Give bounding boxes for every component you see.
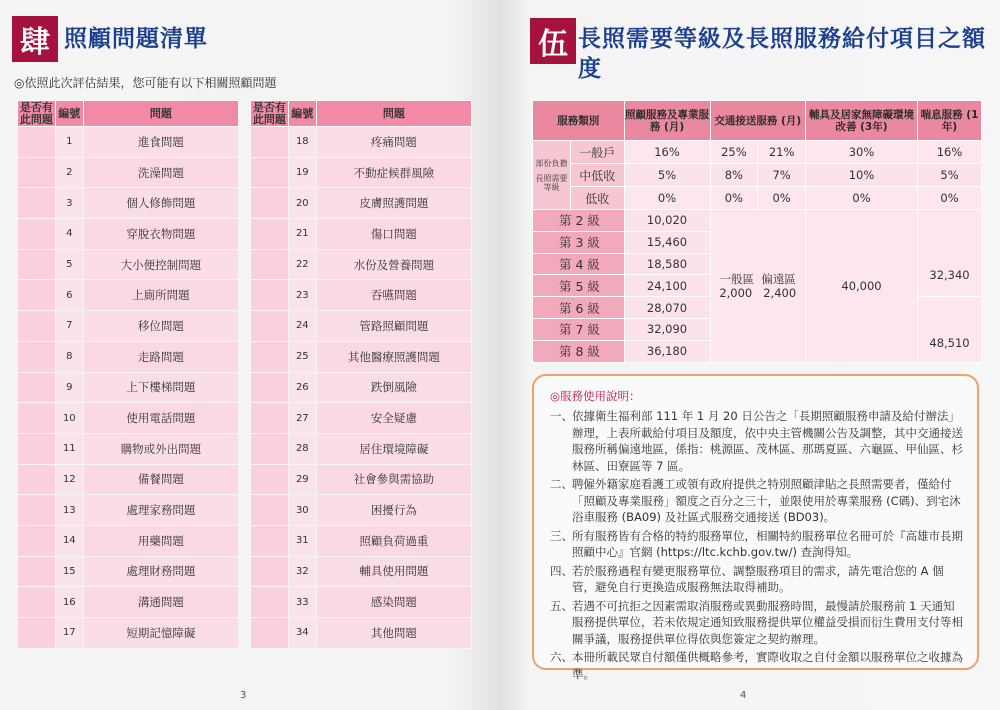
problem-number: 5 bbox=[55, 249, 83, 280]
note-number: 五、 bbox=[550, 598, 573, 613]
note-number: 六、 bbox=[550, 650, 573, 664]
share-trans-a: 8% bbox=[710, 164, 758, 187]
has-problem-checkbox[interactable] bbox=[18, 372, 56, 403]
note-item bbox=[550, 408, 963, 474]
has-problem-checkbox[interactable] bbox=[18, 587, 56, 618]
problem-row bbox=[251, 157, 472, 188]
has-problem-checkbox[interactable] bbox=[18, 249, 56, 280]
problem-name: 購物或外出問題 bbox=[83, 433, 238, 464]
col-service-type: 服務類別 bbox=[533, 101, 625, 141]
problem-number: 2 bbox=[55, 157, 83, 188]
note-text: 若遇不可抗拒之因素需取消服務或異動服務時間，最慢請於服務前 1 天通知服務提供單位，若未依規定通知致服務提供單位權益受損而衍生費用支付等相關爭議，服務提供單位得依與您簽定之契約辦理。 bbox=[572, 598, 963, 646]
problem-number: 17 bbox=[55, 618, 83, 649]
problem-row bbox=[18, 556, 239, 587]
problem-number: 11 bbox=[55, 433, 83, 464]
level-label: 第 4 級 bbox=[533, 253, 625, 275]
share-care: 16% bbox=[624, 141, 710, 164]
chapter-title: 長照需要等級及長照服務給付項目之額度 bbox=[578, 26, 986, 82]
notes-list bbox=[550, 408, 963, 682]
level-care-amount: 18,580 bbox=[624, 253, 710, 275]
problem-number: 7 bbox=[55, 311, 83, 342]
level-care-amount: 15,460 bbox=[624, 231, 710, 253]
has-problem-checkbox[interactable] bbox=[18, 219, 56, 250]
has-problem-checkbox[interactable] bbox=[18, 464, 56, 495]
has-problem-checkbox[interactable] bbox=[251, 219, 289, 250]
level-label: 第 3 級 bbox=[533, 231, 625, 253]
problem-row bbox=[18, 525, 239, 556]
problem-number: 20 bbox=[288, 188, 316, 219]
problem-number: 10 bbox=[55, 403, 83, 434]
problem-row bbox=[18, 495, 239, 526]
has-problem-checkbox[interactable] bbox=[251, 495, 289, 526]
problem-row bbox=[251, 556, 472, 587]
problem-row bbox=[18, 249, 239, 280]
problem-number: 34 bbox=[288, 618, 316, 649]
note-number: 二、 bbox=[550, 477, 573, 491]
has-problem-checkbox[interactable] bbox=[18, 556, 56, 587]
col-problem: 問題 bbox=[83, 101, 238, 127]
has-problem-checkbox[interactable] bbox=[251, 464, 289, 495]
has-problem-checkbox[interactable] bbox=[18, 311, 56, 342]
problem-name: 移位問題 bbox=[83, 311, 238, 342]
problem-number: 23 bbox=[288, 280, 316, 311]
chapter-title: 照顧問題清單 bbox=[64, 26, 208, 52]
problem-row bbox=[251, 587, 472, 618]
has-problem-checkbox[interactable] bbox=[251, 157, 289, 188]
problem-row bbox=[18, 403, 239, 434]
problem-name: 處理財務問題 bbox=[83, 556, 238, 587]
has-problem-checkbox[interactable] bbox=[18, 188, 56, 219]
problem-name: 安全疑慮 bbox=[316, 403, 471, 434]
has-problem-checkbox[interactable] bbox=[18, 525, 56, 556]
has-problem-checkbox[interactable] bbox=[251, 249, 289, 280]
problem-row bbox=[251, 341, 472, 372]
problem-number: 8 bbox=[55, 341, 83, 372]
problem-number: 16 bbox=[55, 587, 83, 618]
aids-amount: 40,000 bbox=[806, 210, 918, 363]
problem-row bbox=[251, 495, 472, 526]
problem-number: 19 bbox=[288, 157, 316, 188]
share-care: 0% bbox=[624, 187, 710, 210]
col-respite: 喘息服務 (1年) bbox=[918, 101, 982, 141]
share-aids: 10% bbox=[806, 164, 918, 187]
problem-number: 9 bbox=[55, 372, 83, 403]
problem-row bbox=[18, 219, 239, 250]
col-has-problem: 是否有此問題 bbox=[18, 101, 56, 127]
has-problem-checkbox[interactable] bbox=[251, 403, 289, 434]
problem-number: 31 bbox=[288, 525, 316, 556]
problem-name: 短期記憶障礙 bbox=[83, 618, 238, 649]
problem-row bbox=[251, 280, 472, 311]
share-aids: 30% bbox=[806, 141, 918, 164]
level-care-amount: 28,070 bbox=[624, 297, 710, 319]
share-row-label: 中低收 bbox=[571, 164, 625, 187]
problem-name: 溝通問題 bbox=[83, 587, 238, 618]
share-trans-b: 0% bbox=[758, 187, 806, 210]
problem-row bbox=[251, 525, 472, 556]
has-problem-checkbox[interactable] bbox=[18, 280, 56, 311]
has-problem-checkbox[interactable] bbox=[251, 372, 289, 403]
col-assistive-devices: 輔具及居家無障礙環境改善 (3年) bbox=[806, 101, 918, 141]
group-label-share bbox=[533, 141, 571, 210]
level-label: 第 6 級 bbox=[533, 297, 625, 319]
note-item bbox=[550, 476, 963, 526]
chapter-badge: 肆 bbox=[12, 16, 58, 62]
problem-row bbox=[251, 127, 472, 158]
notes-title: ◎服務使用說明： bbox=[550, 389, 641, 403]
has-problem-checkbox[interactable] bbox=[251, 587, 289, 618]
note-text: 聘僱外籍家庭看護工或領有政府提供之特別照顧津貼之長照需要者，僅給付「照顧及專業服務」額度之百分之三十，並限使用於專業服務 (C碼)、到宅沐浴車服務 (BA09) 及社區式服務交通接送 (BD03)。 bbox=[572, 477, 961, 524]
share-respite: 16% bbox=[918, 141, 982, 164]
problem-row bbox=[18, 127, 239, 158]
share-trans-a: 25% bbox=[710, 141, 758, 164]
problem-number: 3 bbox=[55, 188, 83, 219]
problem-number: 21 bbox=[288, 219, 316, 250]
problem-name: 管路照顧問題 bbox=[316, 311, 471, 342]
share-respite: 0% bbox=[918, 187, 982, 210]
intro-text: ◎依照此次評估結果，您可能有以下相關照顧問題 bbox=[14, 76, 277, 90]
problem-row bbox=[251, 372, 472, 403]
note-number: 一、 bbox=[550, 409, 573, 423]
problem-row bbox=[18, 464, 239, 495]
has-problem-checkbox[interactable] bbox=[18, 618, 56, 649]
level-label: 第 8 級 bbox=[533, 340, 625, 362]
note-number: 三、 bbox=[550, 528, 573, 543]
problem-row bbox=[18, 157, 239, 188]
level-care-amount: 24,100 bbox=[624, 275, 710, 297]
problem-number: 29 bbox=[288, 464, 316, 495]
has-problem-checkbox[interactable] bbox=[18, 127, 56, 158]
problem-name: 跌倒風險 bbox=[316, 372, 471, 403]
has-problem-checkbox[interactable] bbox=[18, 495, 56, 526]
level-care-amount: 36,180 bbox=[624, 340, 710, 362]
note-text: 本冊所載民眾自付額僅供概略參考，實際收取之自付金額以服務單位之收據為準。 bbox=[572, 650, 963, 681]
col-number: 編號 bbox=[55, 101, 83, 127]
problem-name: 穿脫衣物問題 bbox=[83, 219, 238, 250]
respite-amount-high: 48,510 bbox=[918, 297, 982, 362]
problem-table-left bbox=[17, 100, 239, 649]
problem-row bbox=[251, 403, 472, 434]
problem-row bbox=[18, 433, 239, 464]
problem-name: 個人修飾問題 bbox=[83, 188, 238, 219]
has-problem-checkbox[interactable] bbox=[251, 188, 289, 219]
share-trans-a: 0% bbox=[710, 187, 758, 210]
problem-number: 24 bbox=[288, 311, 316, 342]
problem-number: 32 bbox=[288, 556, 316, 587]
has-problem-checkbox[interactable] bbox=[251, 341, 289, 372]
has-problem-checkbox[interactable] bbox=[251, 618, 289, 649]
problem-number: 22 bbox=[288, 249, 316, 280]
problem-name: 照顧負荷過重 bbox=[316, 525, 471, 556]
problem-name: 走路問題 bbox=[83, 341, 238, 372]
problem-name: 困擾行為 bbox=[316, 495, 471, 526]
chapter-badge: 伍 bbox=[530, 18, 576, 64]
col-has-problem: 是否有此問題 bbox=[251, 101, 289, 127]
problem-number: 25 bbox=[288, 341, 316, 372]
problem-name: 疼痛問題 bbox=[316, 127, 471, 158]
transport-remote-label: 偏遠區 bbox=[761, 271, 796, 286]
transport-general-label: 一般區 bbox=[719, 271, 755, 286]
level-care-amount: 32,090 bbox=[624, 318, 710, 340]
problem-table-right bbox=[250, 100, 472, 649]
problem-number: 4 bbox=[55, 219, 83, 250]
level-label: 第 5 級 bbox=[533, 275, 625, 297]
has-problem-checkbox[interactable] bbox=[251, 525, 289, 556]
note-text: 依據衛生福利部 111 年 1 月 20 日公告之「長期照顧服務申請及給付辦法」辦理，上表所載給付項目及額度，依中央主管機關公告及調整，其中交通接送服務所稱偏遠地區，係指：桃源區、茂林區、那瑪夏區、六龜區、甲仙區、杉林區、田寮區等 7 區。 bbox=[572, 409, 963, 473]
share-trans-b: 21% bbox=[758, 141, 806, 164]
problem-number: 12 bbox=[55, 464, 83, 495]
problem-name: 上下樓梯問題 bbox=[83, 372, 238, 403]
problem-name: 吞嚥問題 bbox=[316, 280, 471, 311]
problem-name: 傷口問題 bbox=[316, 219, 471, 250]
problem-name: 輔具使用問題 bbox=[316, 556, 471, 587]
problem-number: 13 bbox=[55, 495, 83, 526]
problem-row bbox=[251, 249, 472, 280]
problem-name: 社會參與需協助 bbox=[316, 464, 471, 495]
problem-name: 大小便控制問題 bbox=[83, 249, 238, 280]
problem-name: 皮膚照護問題 bbox=[316, 188, 471, 219]
problem-row bbox=[18, 372, 239, 403]
problem-name: 不動症候群風險 bbox=[316, 157, 471, 188]
note-item bbox=[550, 563, 963, 596]
problem-name: 使用電話問題 bbox=[83, 403, 238, 434]
has-problem-checkbox[interactable] bbox=[251, 127, 289, 158]
problem-number: 18 bbox=[288, 127, 316, 158]
has-problem-checkbox[interactable] bbox=[251, 556, 289, 587]
transport-remote-value: 2,400 bbox=[763, 285, 797, 300]
problem-number: 1 bbox=[55, 127, 83, 158]
has-problem-checkbox[interactable] bbox=[251, 280, 289, 311]
problem-row bbox=[251, 311, 472, 342]
problem-row bbox=[18, 618, 239, 649]
problem-row bbox=[251, 618, 472, 649]
share-respite: 5% bbox=[918, 164, 982, 187]
problem-number: 6 bbox=[55, 280, 83, 311]
level-group-label: 長照需要等級 bbox=[535, 173, 568, 192]
page-number: 3 bbox=[240, 690, 247, 701]
service-amount-table bbox=[532, 100, 982, 363]
share-row-label: 低收 bbox=[571, 187, 625, 210]
has-problem-checkbox[interactable] bbox=[18, 341, 56, 372]
problem-row bbox=[18, 587, 239, 618]
col-problem: 問題 bbox=[316, 101, 471, 127]
problem-row bbox=[251, 464, 472, 495]
level-label: 第 2 級 bbox=[533, 210, 625, 232]
share-trans-b: 7% bbox=[758, 164, 806, 187]
note-text: 所有服務皆有合格的特約服務單位，相關特約服務單位名冊可於『高雄市長期照顧中心』官網 (https://ltc.kchb.gov.tw/) 查詢得知。 bbox=[572, 528, 963, 559]
problem-number: 28 bbox=[288, 433, 316, 464]
share-aids: 0% bbox=[806, 187, 918, 210]
problem-row bbox=[251, 188, 472, 219]
problem-name: 備餐問題 bbox=[83, 464, 238, 495]
problem-row bbox=[251, 219, 472, 250]
respite-amount-low: 32,340 bbox=[918, 210, 982, 297]
has-problem-checkbox[interactable] bbox=[18, 433, 56, 464]
problem-name: 其他問題 bbox=[316, 618, 471, 649]
page-number: 4 bbox=[740, 690, 747, 701]
note-item bbox=[550, 528, 963, 561]
has-problem-checkbox[interactable] bbox=[18, 157, 56, 188]
level-care-amount: 10,020 bbox=[624, 210, 710, 232]
has-problem-checkbox[interactable] bbox=[251, 311, 289, 342]
note-number: 四、 bbox=[550, 563, 573, 578]
problem-number: 30 bbox=[288, 495, 316, 526]
problem-name: 用藥問題 bbox=[83, 525, 238, 556]
note-item bbox=[550, 598, 963, 648]
service-notes-box bbox=[532, 374, 979, 681]
problem-row bbox=[18, 341, 239, 372]
problem-name: 感染問題 bbox=[316, 587, 471, 618]
problem-row bbox=[18, 188, 239, 219]
col-care-service: 照顧服務及專業服務 (月) bbox=[624, 101, 710, 141]
share-care: 5% bbox=[624, 164, 710, 187]
problem-number: 33 bbox=[288, 587, 316, 618]
level-label: 第 7 級 bbox=[533, 318, 625, 340]
problem-number: 27 bbox=[288, 403, 316, 434]
transport-amount-cell bbox=[710, 210, 806, 363]
problem-number: 26 bbox=[288, 372, 316, 403]
col-transport: 交通接送服務 (月) bbox=[710, 101, 806, 141]
problem-name: 居住環境障礙 bbox=[316, 433, 471, 464]
problem-row bbox=[18, 311, 239, 342]
problem-name: 其他醫療照護問題 bbox=[316, 341, 471, 372]
share-row-label: 一般戶 bbox=[571, 141, 625, 164]
problem-row bbox=[251, 433, 472, 464]
has-problem-checkbox[interactable] bbox=[251, 433, 289, 464]
col-number: 編號 bbox=[288, 101, 316, 127]
problem-name: 水份及營養問題 bbox=[316, 249, 471, 280]
problem-name: 處理家務問題 bbox=[83, 495, 238, 526]
has-problem-checkbox[interactable] bbox=[18, 403, 56, 434]
share-group-label: 部份負擔 bbox=[535, 158, 568, 168]
transport-general-value: 2,000 bbox=[719, 285, 753, 300]
problem-number: 15 bbox=[55, 556, 83, 587]
note-item bbox=[550, 649, 963, 682]
problem-name: 洗澡問題 bbox=[83, 157, 238, 188]
problem-row bbox=[18, 280, 239, 311]
problem-name: 上廁所問題 bbox=[83, 280, 238, 311]
note-text: 若於服務過程有變更服務單位、調整服務項目的需求，請先電洽您的 A 個管，避免自行更換造成服務無法取得補助。 bbox=[572, 563, 944, 594]
problem-number: 14 bbox=[55, 525, 83, 556]
problem-name: 進食問題 bbox=[83, 127, 238, 158]
